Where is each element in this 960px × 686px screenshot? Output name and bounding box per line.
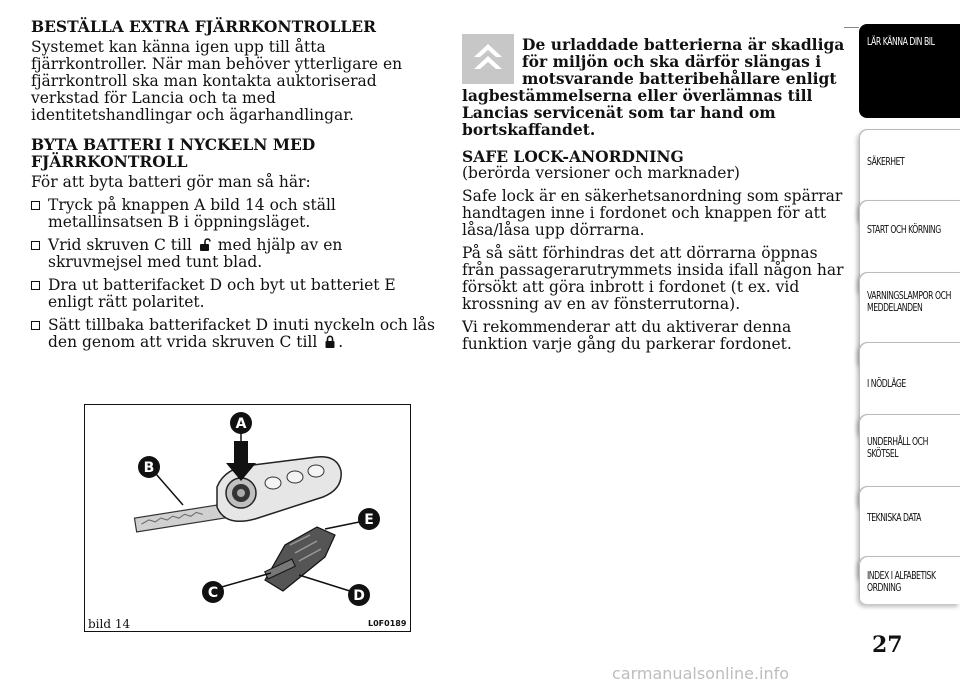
tab-varningslampor[interactable]: VARNINGSLAMPOR OCH MEDDELANDEN — [859, 272, 960, 366]
key-blade — [134, 504, 225, 532]
figure-code: L0F0189 — [368, 619, 407, 628]
battery-intro: För att byta batteri gör man så här: — [31, 173, 311, 191]
tab-tekniska-data[interactable]: TEKNISKA DATA — [859, 486, 960, 580]
figure-caption: bild 14 — [88, 617, 131, 631]
callout-d — [348, 584, 370, 606]
checkbox-bullet-icon — [31, 281, 40, 290]
left-column — [31, 18, 436, 357]
safe-lock-note: (berörda versioner och marknader) — [462, 164, 740, 182]
tab-start-och-korning[interactable]: START OCH KÖRNING — [859, 200, 960, 294]
callout-c — [202, 581, 224, 603]
safe-lock-paragraph-1: Safe lock är en säkerhetsanordning som spärrar handtagen inne i fordonet och knappen för att låsa/låsa upp dörrarna. — [462, 187, 843, 239]
leader-e — [325, 521, 364, 529]
bullet-1-text: Tryck på knappen A bild 14 och ställ metallinsatsen B i öppningsläget. — [48, 196, 336, 231]
heading-extra-remotes: BESTÄLLA EXTRA FJÄRRKONTROLLER — [31, 17, 376, 36]
bullet-2 — [31, 237, 436, 271]
environment-warning — [462, 36, 846, 138]
watermark: carmanualsonline.info — [612, 664, 790, 683]
safe-lock-paragraph-2: På så sätt förhindras det att dörrarna öppnas från passagerarutrymmets insida ifall någon har försökt att göra inbrott i fordonet (t ex. vid krossning av en av fönsterrutorna). — [462, 244, 844, 313]
heading-battery-change: BYTA BATTERI I NYCKELN MED FJÄRRKONTROLL — [31, 135, 316, 171]
safe-lock-paragraph-3: Vi rekommenderar att du aktiverar denna funktion varje gång du parkerar fordonet. — [462, 318, 792, 353]
bullet-4-text-end: . — [338, 333, 344, 351]
key-fob-drawing — [85, 405, 409, 630]
key-illustration — [84, 404, 411, 632]
paragraph-extra-remotes: Systemet kan känna igen upp till åtta fjärrkontroller. När man behöver ytterligare en fjärrkontroll ska man kontakta auktoriserad verkstad för Lancia och ta med identitetshandlingar och ägarhandlingar. — [31, 38, 403, 124]
svg-text:E: E — [364, 512, 374, 528]
lock-icon — [324, 335, 336, 348]
warning-text: De urladdade batterierna är skadliga för miljön och ska därför slängas i motsvarande batteribehållare enligt lagbestämmelserna eller överlämnas till Lancias servicenät som tar hand om bortskaffandet. — [462, 35, 845, 139]
bullet-1 — [31, 197, 436, 231]
right-column — [462, 36, 846, 359]
unlock-icon — [199, 238, 211, 251]
bullet-3 — [31, 277, 436, 311]
tab-i-nodlage[interactable]: I NÖDLÄGE — [859, 342, 960, 436]
chapter-sidebar — [859, 24, 960, 604]
bullet-2-text-end: med hjälp av en skruvmejsel med tunt blad. — [48, 236, 343, 271]
heading-safe-lock: SAFE LOCK-ANORDNING — [462, 147, 684, 166]
bullet-3-text: Dra ut batterifacket D och byt ut batteriet E enligt rätt polaritet. — [48, 276, 396, 311]
checkbox-bullet-icon — [31, 201, 40, 210]
tab-underhall-och-skotsel[interactable]: UNDERHÅLL OCH SKÖTSEL — [859, 414, 960, 508]
callout-b — [138, 456, 160, 478]
leader-b — [156, 474, 183, 505]
checkbox-bullet-icon — [31, 321, 40, 330]
bullet-4-text-start: Sätt tillbaka batterifacket D inuti nyckeln och lås den genom att vrida skruven C till — [48, 316, 435, 351]
callout-e — [358, 508, 380, 530]
page-number: 27 — [872, 632, 903, 658]
svg-text:A: A — [235, 416, 247, 432]
svg-text:C: C — [207, 585, 219, 601]
bullet-2-text-start: Vrid skruven C till — [48, 236, 192, 254]
tab-index[interactable]: INDEX I ALFABETISK ORDNING — [859, 556, 960, 604]
tab-lar-kanna-din-bil[interactable]: LÄR KÄNNA DIN BIL — [859, 24, 960, 118]
environment-warning-icon — [462, 34, 514, 84]
tab-sakerhet[interactable]: SÄKERHET — [859, 129, 960, 223]
leader-d — [299, 575, 353, 592]
header-rule — [844, 27, 859, 28]
svg-text:B: B — [143, 460, 155, 476]
battery-tray — [265, 527, 335, 591]
leader-c — [218, 573, 271, 588]
callout-a — [230, 412, 252, 434]
svg-text:D: D — [353, 588, 365, 604]
checkbox-bullet-icon — [31, 241, 40, 250]
bullet-4 — [31, 317, 436, 351]
